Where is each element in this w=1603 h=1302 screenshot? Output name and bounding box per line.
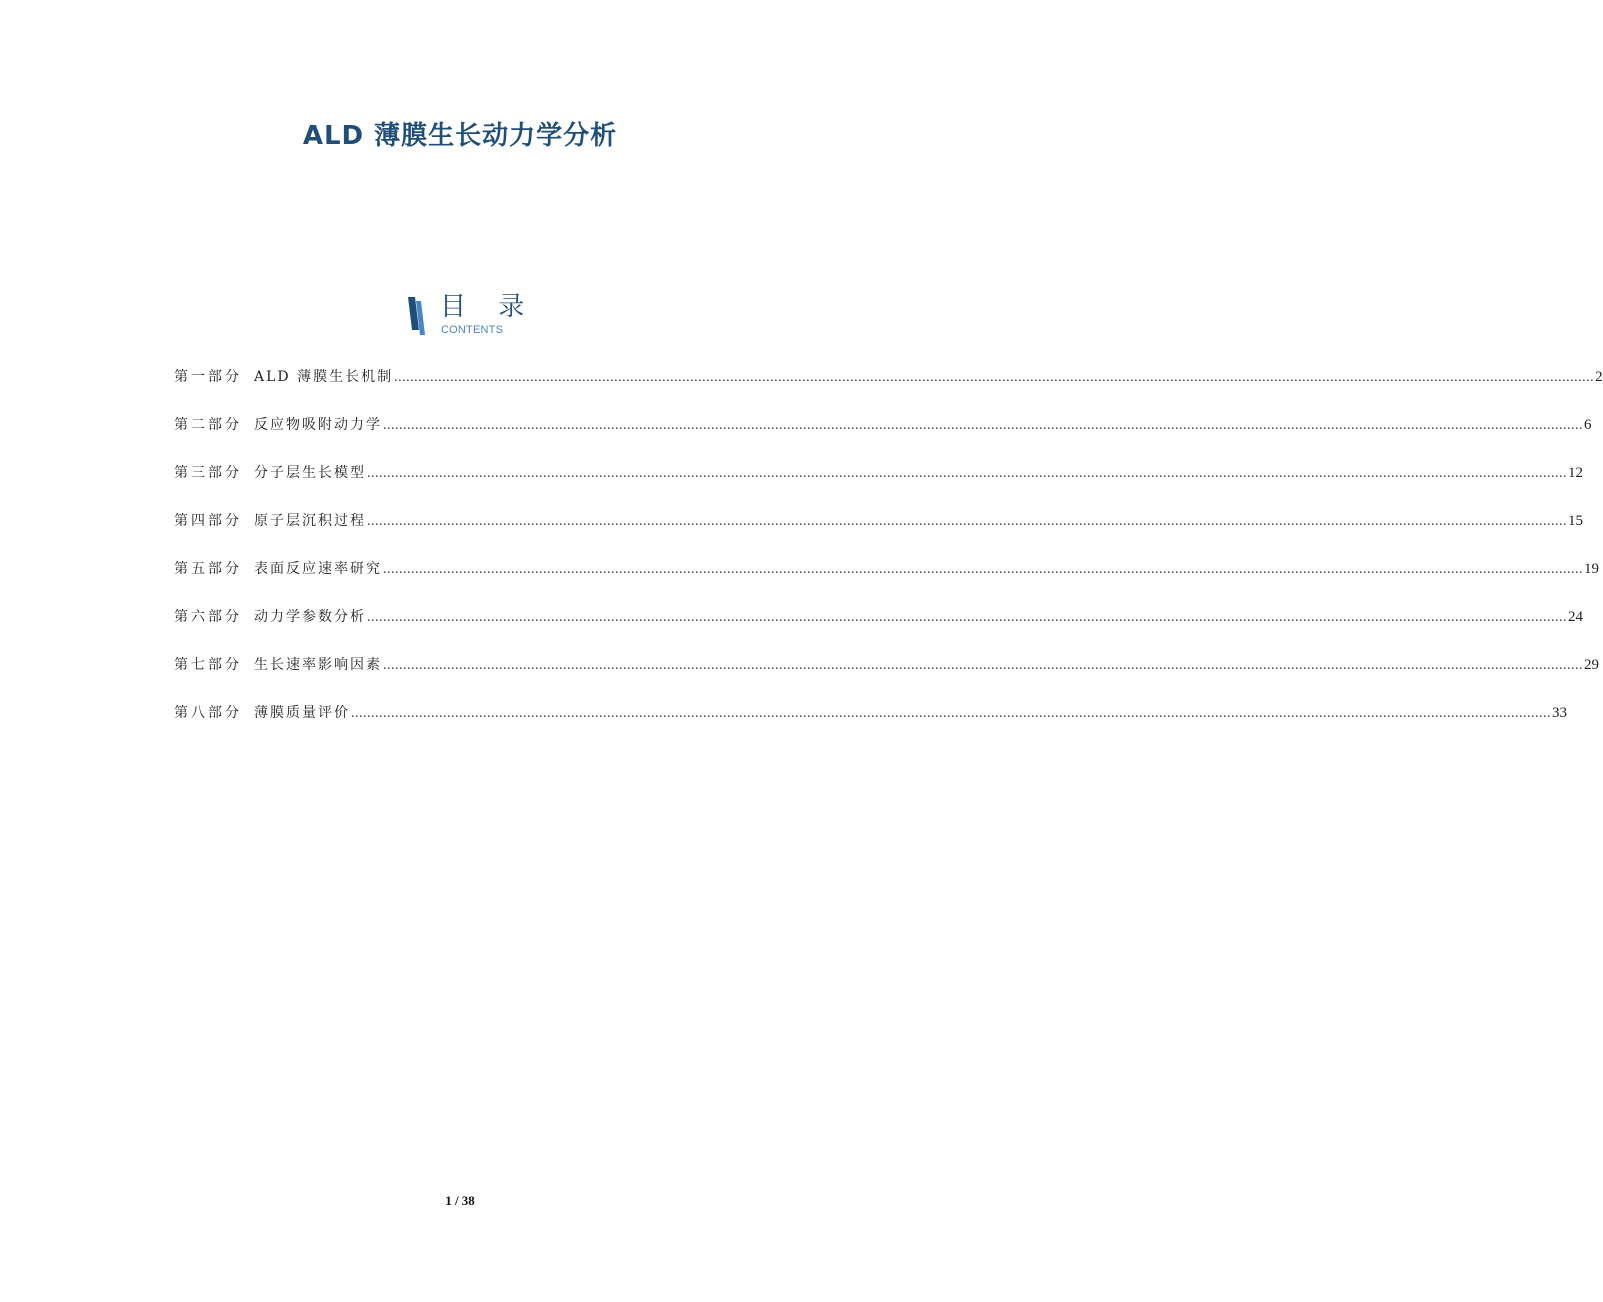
table-of-contents: [174, 364, 1603, 748]
toc-entry-1[interactable]: [174, 364, 1603, 412]
toc-dot-leader: ............................................................................................................................................................................................................................................................................................................: [383, 562, 1583, 577]
document-title: ALD 薄膜生长动力学分析: [302, 121, 618, 151]
toc-entry-5[interactable]: [174, 556, 1599, 604]
toc-entry-title: 原子层沉积过程: [254, 513, 366, 529]
toc-entry-title: 反应物吸附动力学: [254, 417, 382, 433]
toc-entry-title: ALD 薄膜生长机制: [254, 369, 394, 385]
toc-page-number: 19: [1584, 561, 1599, 577]
toc-heading-subtitle: CONTENTS: [441, 324, 504, 336]
toc-heading-title: 目 录: [440, 292, 537, 322]
toc-part-label: 第四部分: [174, 513, 242, 529]
toc-entry-3[interactable]: [174, 460, 1583, 508]
page-number-footer: 1 / 38: [445, 1193, 475, 1208]
toc-part-label: 第一部分: [174, 369, 242, 385]
toc-entry-6[interactable]: [174, 604, 1583, 652]
toc-part-label: 第七部分: [174, 657, 242, 673]
toc-part-label: 第八部分: [174, 705, 242, 721]
toc-part-label: 第三部分: [174, 465, 242, 481]
toc-page-number: 29: [1584, 657, 1599, 673]
toc-entry-7[interactable]: [174, 652, 1599, 700]
toc-page-number: 33: [1552, 705, 1567, 721]
toc-page-number: 15: [1568, 513, 1583, 529]
toc-entry-8[interactable]: [174, 700, 1567, 748]
toc-dot-leader: ............................................................................................................................................................................................................................................................................................................: [367, 514, 1567, 529]
toc-entry-title: 薄膜质量评价: [254, 705, 350, 721]
toc-part-label: 第五部分: [174, 561, 242, 577]
toc-part-label: 第二部分: [174, 417, 242, 433]
toc-heading: [406, 294, 536, 338]
toc-dot-leader: ............................................................................................................................................................................................................................................................................................................: [383, 418, 1583, 433]
toc-dot-leader: ............................................................................................................................................................................................................................................................................................................: [367, 610, 1567, 625]
toc-entry-title: 分子层生长模型: [254, 465, 366, 481]
toc-entry-4[interactable]: [174, 508, 1583, 556]
toc-page-number: 24: [1568, 609, 1583, 625]
toc-part-label: 第六部分: [174, 609, 242, 625]
toc-dot-leader: ............................................................................................................................................................................................................................................................................................................: [394, 370, 1595, 385]
toc-page-number: 6: [1584, 417, 1592, 433]
toc-dot-leader: ............................................................................................................................................................................................................................................................................................................: [367, 466, 1567, 481]
toc-entry-title: 表面反应速率研究: [254, 561, 382, 577]
toc-dot-leader: ............................................................................................................................................................................................................................................................................................................: [383, 658, 1583, 673]
toc-entry-title: 动力学参数分析: [254, 609, 366, 625]
toc-page-number: 12: [1568, 465, 1583, 481]
toc-logo-mark: [406, 296, 432, 336]
toc-entry-title: 生长速率影响因素: [254, 657, 382, 673]
toc-page-number: 2: [1595, 369, 1603, 385]
toc-entry-2[interactable]: [174, 412, 1592, 460]
toc-dot-leader: ............................................................................................................................................................................................................................................................................................................: [351, 706, 1551, 721]
